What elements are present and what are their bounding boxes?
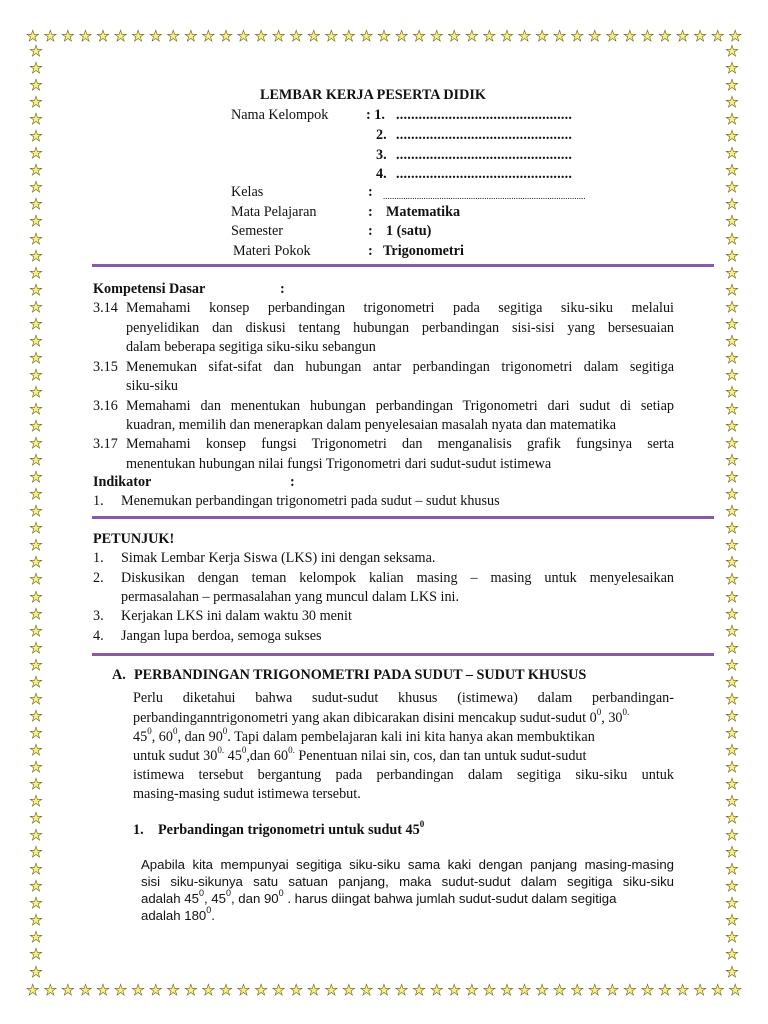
kd-line: Memahami konsep fungsi Trigonometri dan menganalisis grafik fungsinya serta: [126, 436, 674, 452]
star-icon: ★: [725, 365, 739, 384]
star-icon: ★: [605, 26, 620, 45]
star-icon: ★: [29, 928, 43, 947]
star-icon: ★: [725, 382, 739, 401]
star-icon: ★: [725, 621, 739, 640]
star-icon: ★: [184, 26, 198, 45]
star-icon: ★: [29, 706, 43, 725]
star-icon: ★: [725, 826, 739, 845]
star-icon: ★: [29, 468, 43, 487]
star-icon: ★: [78, 980, 93, 999]
star-icon: ★: [29, 723, 43, 742]
star-border-right: [722, 44, 742, 980]
star-icon: ★: [725, 945, 739, 964]
kd-colon: :: [280, 281, 285, 297]
star-icon: ★: [29, 826, 43, 845]
star-icon: ★: [482, 26, 497, 45]
kd-heading: Kompetensi Dasar: [93, 281, 206, 297]
star-icon: ★: [725, 451, 739, 470]
star-icon: ★: [623, 980, 637, 999]
star-icon: ★: [570, 26, 584, 45]
member-3-blank: ...............................................: [396, 147, 573, 163]
star-icon: ★: [29, 945, 43, 964]
star-icon: ★: [29, 655, 43, 674]
star-icon: ★: [640, 26, 655, 45]
star-icon: ★: [29, 740, 43, 759]
star-icon: ★: [219, 26, 233, 45]
star-icon: ★: [710, 980, 725, 999]
star-icon: ★: [725, 246, 739, 265]
star-icon: ★: [219, 980, 233, 999]
section-a-line: perbandinganntrigonometri yang akan dibicarakan disini mencakup sudut-sudut $0^0$, $30^{0.}$: [133, 707, 630, 726]
member-4-number: 4.: [376, 166, 387, 182]
member-1-blank: ...............................................: [396, 107, 573, 123]
section-a-line: $45^0$, $60^0$, dan $90^0$. Tapi dalam pembelajaran kali ini kita hanya akan membuktikan: [133, 726, 595, 745]
star-icon: ★: [675, 26, 690, 45]
petunjuk-line: Diskusikan dengan teman kelompok kalian masing – masing untuk menyelesaikan: [121, 570, 674, 586]
star-icon: ★: [725, 127, 739, 146]
star-icon: ★: [61, 26, 75, 45]
star-icon: ★: [113, 26, 128, 45]
section-a-line: untuk sudut $30^{0.}$ $45^0,dan$ $60^{0.}$ Penentuan nilai sin, cos, dan tan untuk sudut-sudut: [133, 745, 587, 764]
star-icon: ★: [131, 26, 145, 45]
section-a-title: PERBANDINGAN TRIGONOMETRI PADA SUDUT – SUDUT KHUSUS: [134, 667, 587, 683]
star-icon: ★: [254, 26, 268, 45]
star-icon: ★: [271, 26, 286, 45]
star-icon: ★: [693, 980, 707, 999]
star-icon: ★: [725, 229, 739, 248]
star-icon: ★: [465, 980, 479, 999]
star-icon: ★: [29, 689, 43, 708]
kd-line: penyelidikan dan diskusi tentang hubungan perbandingan sisi-sisi yang bersesuaian: [126, 320, 674, 336]
star-icon: ★: [725, 42, 739, 60]
petunjuk-number: 2.: [93, 570, 104, 586]
indikator-heading: Indikator: [93, 474, 152, 490]
star-icon: ★: [29, 894, 43, 913]
star-icon: ★: [342, 980, 356, 999]
star-icon: ★: [29, 621, 43, 640]
star-icon: ★: [43, 26, 58, 45]
star-icon: ★: [29, 434, 43, 453]
star-icon: ★: [725, 263, 739, 282]
star-icon: ★: [29, 246, 43, 265]
star-icon: ★: [29, 382, 43, 401]
star-icon: ★: [29, 570, 43, 589]
page-title: LEMBAR KERJA PESERTA DIDIK: [260, 87, 486, 103]
star-icon: ★: [29, 502, 43, 521]
star-icon: ★: [29, 860, 43, 879]
star-icon: ★: [500, 26, 514, 45]
semester-label: Semester: [231, 223, 284, 239]
star-icon: ★: [29, 42, 43, 60]
star-icon: ★: [271, 980, 286, 999]
star-icon: ★: [29, 877, 43, 896]
star-icon: ★: [96, 26, 110, 45]
star-icon: ★: [725, 417, 739, 436]
mapel-label: Mata Pelajaran: [231, 204, 317, 220]
star-icon: ★: [29, 76, 43, 95]
star-icon: ★: [166, 26, 180, 45]
star-icon: ★: [725, 740, 739, 759]
star-icon: ★: [725, 434, 739, 453]
star-icon: ★: [29, 519, 43, 538]
star-icon: ★: [710, 26, 725, 45]
star-icon: ★: [29, 809, 43, 828]
star-icon: ★: [29, 212, 43, 231]
star-icon: ★: [29, 843, 43, 862]
star-icon: ★: [447, 980, 461, 999]
star-icon: ★: [725, 195, 739, 214]
star-icon: ★: [725, 485, 739, 504]
star-icon: ★: [640, 980, 655, 999]
star-icon: ★: [588, 980, 602, 999]
star-icon: ★: [289, 26, 303, 45]
materi-colon: :: [368, 243, 373, 259]
star-icon: ★: [725, 519, 739, 538]
star-icon: ★: [254, 980, 268, 999]
star-icon: ★: [465, 26, 479, 45]
star-icon: ★: [725, 553, 739, 572]
star-icon: ★: [148, 980, 163, 999]
star-icon: ★: [725, 706, 739, 725]
section-a-body-line: sisi siku-sikunya satu satuan panjang, maka sudut-sudut dalam segitiga siku-siku: [141, 874, 674, 889]
star-icon: ★: [412, 980, 426, 999]
star-icon: ★: [725, 331, 739, 350]
petunjuk-number: 1.: [93, 550, 104, 566]
star-icon: ★: [359, 26, 374, 45]
kd-line: siku-siku: [126, 378, 179, 394]
star-icon: ★: [725, 689, 739, 708]
star-icon: ★: [78, 26, 93, 45]
petunjuk-line: Simak Lembar Kerja Siswa (LKS) ini dengan seksama.: [121, 550, 436, 566]
star-icon: ★: [377, 26, 391, 45]
member-3-number: 3.: [376, 147, 387, 163]
star-icon: ★: [29, 485, 43, 504]
kd-line: Memahami konsep perbandingan trigonometri pada segitiga siku-siku melalui: [126, 300, 674, 316]
kd-line: Menemukan sifat-sifat dan hubungan antar perbandingan trigonometri dalam segitiga: [126, 359, 674, 375]
star-icon: ★: [725, 757, 739, 776]
star-icon: ★: [236, 980, 251, 999]
kd-number: 3.15: [93, 359, 118, 375]
star-icon: ★: [725, 161, 739, 180]
star-icon: ★: [29, 604, 43, 623]
star-icon: ★: [29, 553, 43, 572]
kelas-blank: ..........................................................................................: [383, 191, 586, 201]
star-icon: ★: [29, 911, 43, 930]
star-icon: ★: [29, 962, 43, 981]
star-icon: ★: [29, 672, 43, 691]
star-icon: ★: [29, 110, 43, 129]
nama-kelompok-label: Nama Kelompok: [231, 107, 329, 123]
star-icon: ★: [307, 980, 321, 999]
star-icon: ★: [725, 775, 739, 794]
star-icon: ★: [131, 980, 145, 999]
star-icon: ★: [725, 723, 739, 742]
divider-2: [92, 516, 714, 519]
star-icon: ★: [29, 161, 43, 180]
star-icon: ★: [26, 26, 40, 45]
star-icon: ★: [725, 348, 739, 367]
star-icon: ★: [29, 195, 43, 214]
star-icon: ★: [725, 962, 739, 981]
section-a-body-line: adalah $45^0$, $45^0$, dan $90^0$ . harus diingat bahwa jumlah sudut-sudut dalam segitiga: [141, 888, 617, 906]
star-icon: ★: [29, 59, 43, 78]
star-icon: ★: [29, 331, 43, 350]
star-icon: ★: [394, 980, 409, 999]
star-icon: ★: [29, 757, 43, 776]
star-icon: ★: [96, 980, 110, 999]
kd-line: dalam beberapa segitiga siku-siku sebangun: [126, 339, 376, 355]
star-icon: ★: [725, 604, 739, 623]
member-4-blank: ...............................................: [396, 166, 573, 182]
star-icon: ★: [201, 26, 216, 45]
semester-colon: :: [368, 223, 373, 239]
star-icon: ★: [725, 911, 739, 930]
star-icon: ★: [29, 178, 43, 197]
section-a-body-line: Apabila kita mempunyai segitiga siku-siku sama kaki dengan panjang masing-masing: [141, 857, 674, 872]
star-icon: ★: [725, 212, 739, 231]
materi-label: Materi Pokok: [233, 243, 311, 259]
star-icon: ★: [725, 502, 739, 521]
member-2-blank: ...............................................: [396, 127, 573, 143]
star-icon: ★: [725, 877, 739, 896]
section-a-line: masing-masing sudut istimewa tersebut.: [133, 786, 361, 802]
star-icon: ★: [289, 980, 303, 999]
semester-value: 1 (satu): [386, 223, 432, 239]
star-icon: ★: [166, 980, 180, 999]
petunjuk-line: permasalahan – permasalahan yang muncul dalam LKS ini.: [121, 589, 460, 605]
star-icon: ★: [29, 348, 43, 367]
star-icon: ★: [29, 144, 43, 163]
star-icon: ★: [236, 26, 251, 45]
section-a-line: istimewa tersebut bergantung pada perbandingan dalam segitiga siku-siku untuk: [133, 767, 674, 783]
star-icon: ★: [675, 980, 690, 999]
star-icon: ★: [29, 365, 43, 384]
star-border-left: [26, 44, 46, 980]
star-icon: ★: [658, 26, 672, 45]
star-icon: ★: [725, 638, 739, 657]
section-a-body-line: adalah $180^0$.: [141, 905, 215, 923]
star-icon: ★: [725, 59, 739, 78]
star-icon: ★: [725, 570, 739, 589]
indikator-text: Menemukan perbandingan trigonometri pada sudut – sudut khusus: [121, 493, 500, 509]
kd-number: 3.17: [93, 436, 118, 452]
star-icon: ★: [447, 26, 461, 45]
kd-number: 3.14: [93, 300, 118, 316]
star-icon: ★: [148, 26, 163, 45]
star-icon: ★: [29, 451, 43, 470]
star-icon: ★: [725, 297, 739, 316]
section-a-line: Perlu diketahui bahwa sudut-sudut khusus (istimewa) dalam perbandingan-: [133, 690, 674, 706]
star-icon: ★: [29, 280, 43, 299]
star-icon: ★: [728, 26, 742, 45]
star-icon: ★: [725, 843, 739, 862]
star-icon: ★: [29, 417, 43, 436]
kd-number: 3.16: [93, 398, 118, 414]
petunjuk-heading: PETUNJUK!: [93, 531, 175, 547]
star-icon: ★: [658, 980, 672, 999]
star-icon: ★: [535, 980, 549, 999]
star-icon: ★: [29, 127, 43, 146]
divider-3: [92, 653, 714, 656]
star-icon: ★: [307, 26, 321, 45]
materi-value: Trigonometri: [383, 243, 464, 259]
star-icon: ★: [29, 536, 43, 555]
star-icon: ★: [725, 587, 739, 606]
star-icon: ★: [725, 809, 739, 828]
kd-line: menentukan hubungan nilai fungsi Trigonometri dari sudut-sudut istimewa: [126, 456, 552, 472]
star-icon: ★: [394, 26, 409, 45]
mapel-value: Matematika: [386, 204, 461, 220]
star-icon: ★: [324, 980, 339, 999]
star-icon: ★: [29, 263, 43, 282]
star-icon: ★: [535, 26, 549, 45]
star-icon: ★: [725, 536, 739, 555]
kd-line: kuadran, memilih dan menerapkan dalam penyelesaian masalah nyata dan matematika: [126, 417, 617, 433]
star-icon: ★: [588, 26, 602, 45]
section-a-label: A.: [112, 667, 126, 683]
star-icon: ★: [342, 26, 356, 45]
star-icon: ★: [725, 672, 739, 691]
star-icon: ★: [725, 144, 739, 163]
star-icon: ★: [725, 792, 739, 811]
star-icon: ★: [725, 928, 739, 947]
star-icon: ★: [429, 980, 444, 999]
mapel-colon: :: [368, 204, 373, 220]
star-icon: ★: [500, 980, 514, 999]
subsection-label: 1.: [133, 822, 144, 838]
star-icon: ★: [29, 638, 43, 657]
star-icon: ★: [324, 26, 339, 45]
star-icon: ★: [377, 980, 391, 999]
member-1-number: : 1.: [366, 107, 385, 123]
star-icon: ★: [26, 980, 40, 999]
star-icon: ★: [623, 26, 637, 45]
star-icon: ★: [517, 26, 532, 45]
star-icon: ★: [725, 280, 739, 299]
star-icon: ★: [184, 980, 198, 999]
star-icon: ★: [605, 980, 620, 999]
star-icon: ★: [29, 775, 43, 794]
petunjuk-number: 4.: [93, 628, 104, 644]
star-icon: ★: [29, 399, 43, 418]
star-icon: ★: [29, 314, 43, 333]
subsection-title: Perbandingan trigonometri untuk sudut $45^0$: [158, 819, 425, 838]
star-icon: ★: [412, 26, 426, 45]
star-icon: ★: [482, 980, 497, 999]
star-icon: ★: [29, 229, 43, 248]
star-icon: ★: [201, 980, 216, 999]
member-2-number: 2.: [376, 127, 387, 143]
star-icon: ★: [725, 93, 739, 112]
star-icon: ★: [61, 980, 75, 999]
kd-line: Memahami dan menentukan hubungan perbandingan Trigonometri dari sudut di setiap: [126, 398, 674, 414]
star-icon: ★: [725, 178, 739, 197]
star-icon: ★: [693, 26, 707, 45]
star-icon: ★: [725, 860, 739, 879]
star-icon: ★: [570, 980, 584, 999]
star-border-bottom: [26, 980, 742, 1000]
star-icon: ★: [29, 587, 43, 606]
star-icon: ★: [552, 26, 567, 45]
star-icon: ★: [429, 26, 444, 45]
indikator-number: 1.: [93, 493, 104, 509]
kelas-label: Kelas: [231, 184, 264, 200]
petunjuk-line: Kerjakan LKS ini dalam waktu 30 menit: [121, 608, 352, 624]
indikator-colon: :: [290, 474, 295, 490]
star-icon: ★: [725, 655, 739, 674]
star-icon: ★: [113, 980, 128, 999]
kelas-colon: :: [368, 184, 373, 200]
star-icon: ★: [517, 980, 532, 999]
star-icon: ★: [29, 297, 43, 316]
petunjuk-line: Jangan lupa berdoa, semoga sukses: [121, 628, 322, 644]
star-icon: ★: [552, 980, 567, 999]
star-icon: ★: [725, 894, 739, 913]
star-icon: ★: [29, 792, 43, 811]
star-icon: ★: [43, 980, 58, 999]
star-icon: ★: [725, 314, 739, 333]
star-icon: ★: [725, 110, 739, 129]
petunjuk-number: 3.: [93, 608, 104, 624]
star-icon: ★: [725, 399, 739, 418]
star-border-top: [26, 26, 742, 46]
star-icon: ★: [728, 980, 742, 999]
star-icon: ★: [29, 93, 43, 112]
star-icon: ★: [359, 980, 374, 999]
divider-1: [92, 264, 714, 267]
star-icon: ★: [725, 468, 739, 487]
star-icon: ★: [725, 76, 739, 95]
